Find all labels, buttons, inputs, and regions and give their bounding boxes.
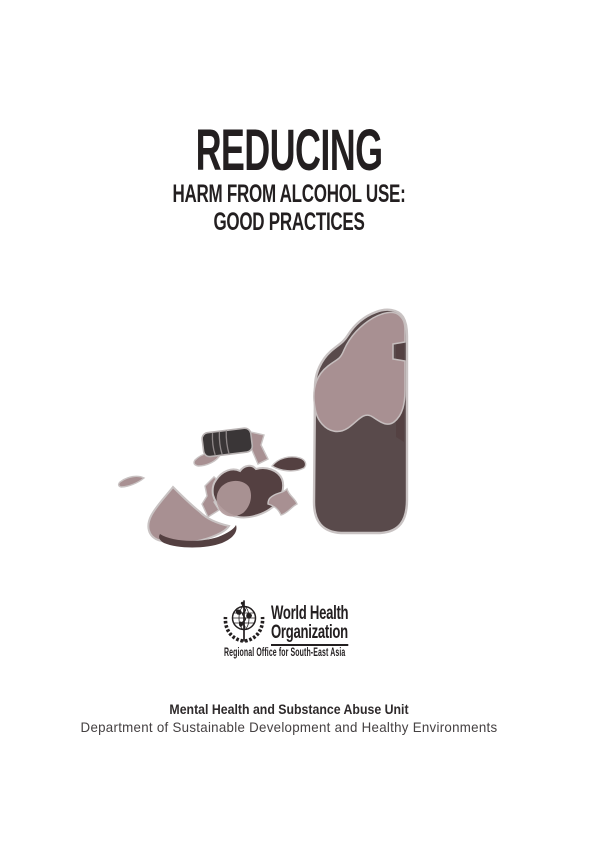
bottle-cap	[201, 427, 253, 457]
page-subtitle-line2: GOOD PRACTICES	[213, 208, 365, 236]
bottle-top-shard	[314, 312, 405, 431]
who-wordmark	[271, 604, 348, 646]
page-title: REDUCING	[195, 118, 383, 183]
footer-department: Department of Sustainable Development and Healthy Environments	[80, 719, 498, 735]
footer-unit: Mental Health and Substance Abuse Unit	[169, 701, 409, 717]
serpent-head	[241, 602, 244, 605]
broken-bottle-illustration	[110, 290, 430, 560]
glass-shard-sliver-left	[119, 476, 144, 487]
glass-shard-dark-crescent	[272, 457, 306, 471]
who-name-line2: Organization	[271, 622, 348, 643]
page-subtitle-line1: HARM FROM ALCOHOL USE:	[172, 180, 406, 208]
who-regional-office: Regional Office for South-East Asia	[224, 645, 346, 659]
who-name-line1: World Health	[271, 603, 349, 624]
who-emblem-icon	[222, 599, 266, 643]
